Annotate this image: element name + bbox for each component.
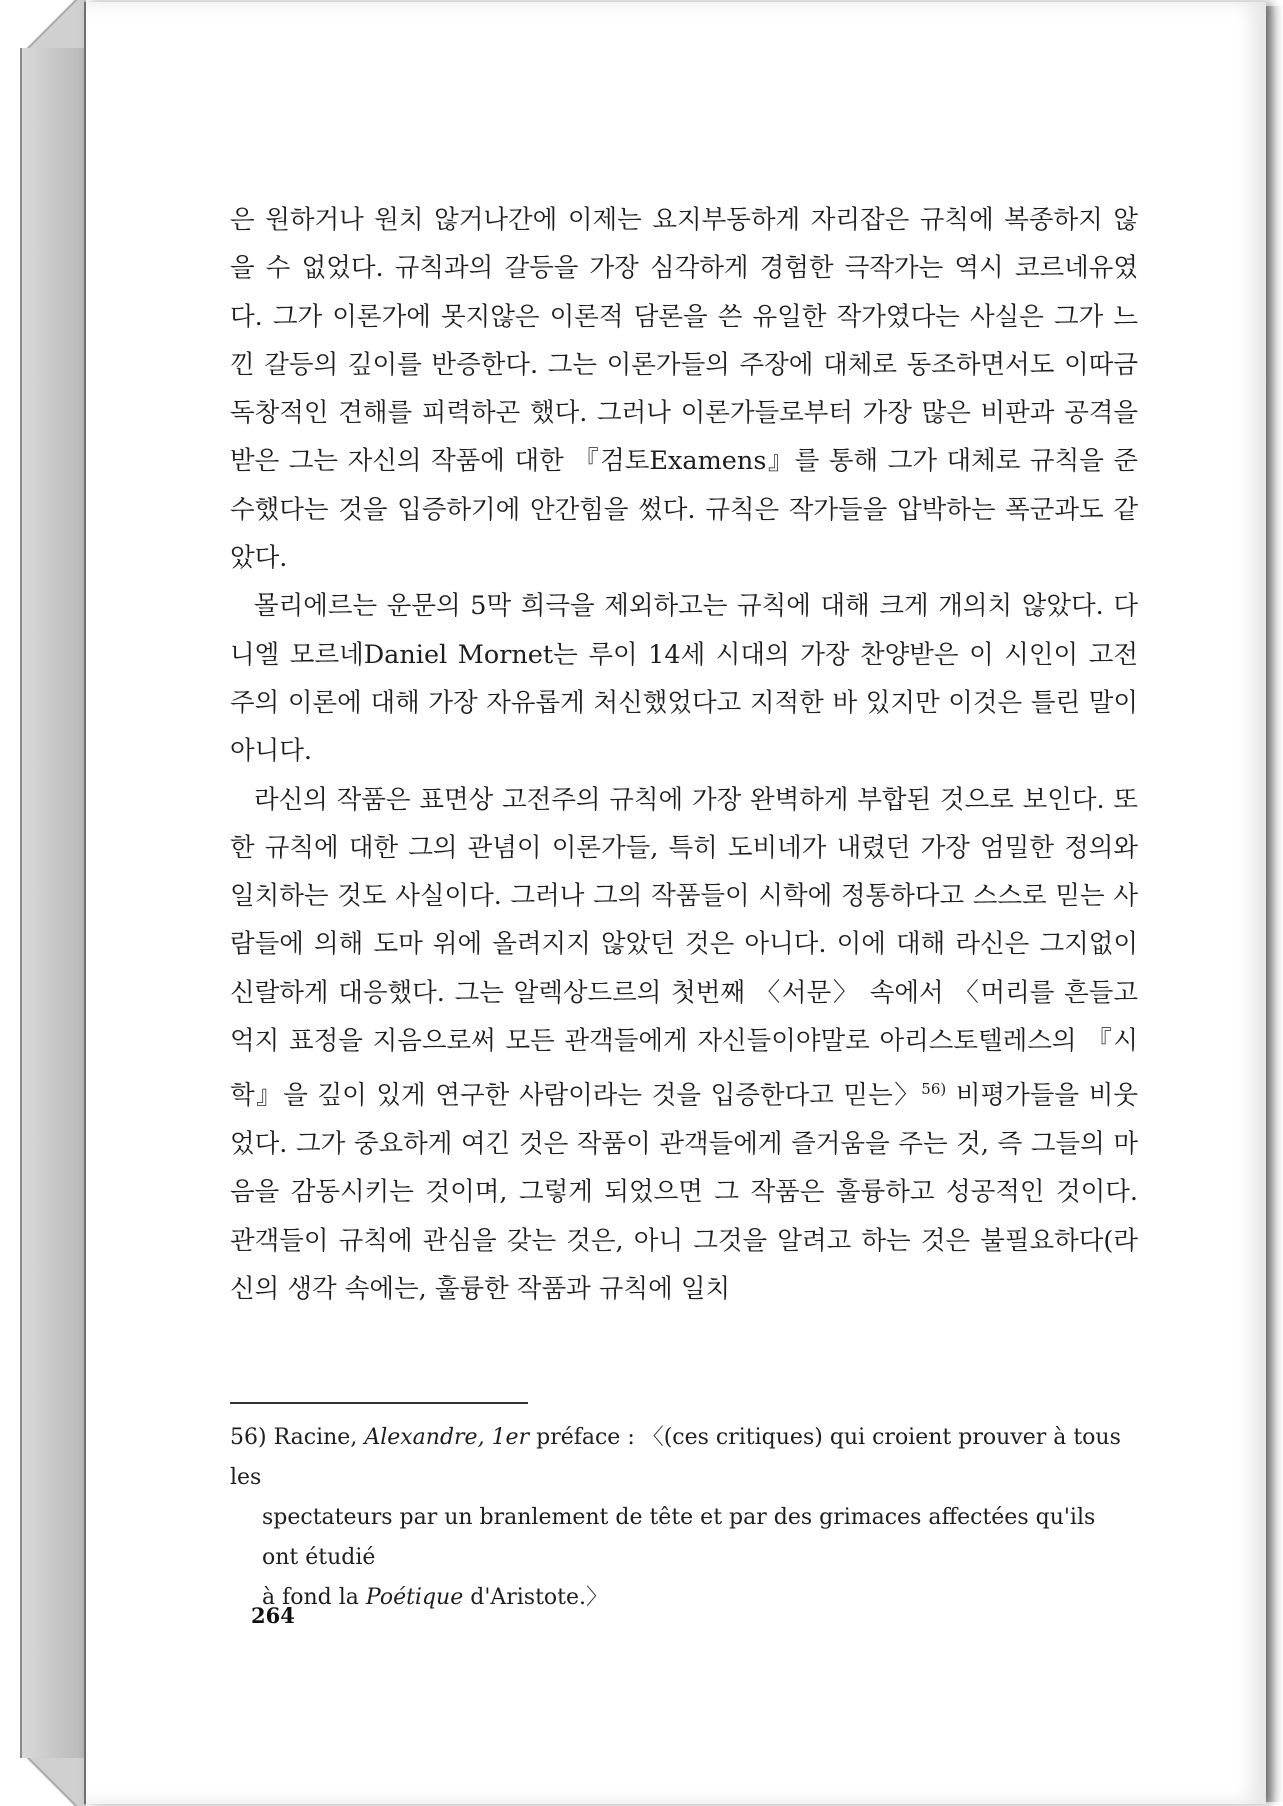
footnote-text-2: spectateurs par un branlement de tête et par des grimaces affectées qu'ils ont étudié xyxy=(262,1505,1096,1570)
footnote-reference: 56) xyxy=(921,1080,947,1099)
footnote-text-3b: d'Aristote.〉 xyxy=(470,1585,609,1610)
paragraph-racine-part2: 비평가들을 비웃었다. 그가 중요하게 여긴 것은 작품이 관객들에게 즐거움을 주는 것, 즉 그들의 마음을 감동시키는 것이며, 그렇게 되었으면 그 작품은 훌륭하고 성공적인 것이다. 관객들이 규칙에 관심을 갖는 것은, 아니 그것을 알려고 하는 것은 불필요하다(라신의 생각 속에는, 훌륭한 작품과 규칙에 일치 xyxy=(230,1080,1138,1305)
footnote-edition: 1er xyxy=(491,1425,530,1450)
footnote-author: Racine, xyxy=(273,1425,358,1450)
paragraph-corneille: 은 원하거나 원치 않거나간에 이제는 요지부동하게 자리잡은 규칙에 복종하지 않을 수 없었다. 규칙과의 갈등을 가장 심각하게 경험한 극작가는 역시 코르네유였다. 그가 이론가에 못지않은 이론적 담론을 쓴 유일한 작가였다는 사실은 그가 느낀 갈등의 깊이를 반증한다. 그는 이론가들의 주장에 대체로 동조하면서도 이따금 독창적인 견해를 피력하곤 했다. 그러나 이론가들로부터 가장 많은 비판과 공격을 받은 그는 자신의 작품에 대한 『검토Examens』를 통해 그가 대체로 규칙을 준수했다는 것을 입증하기에 안간힘을 썼다. 규칙은 작가들을 압박하는 폭군과도 같았다. xyxy=(230,205,1138,574)
footnote-56 xyxy=(230,1418,1138,1618)
book-spine-top-corner xyxy=(20,0,84,48)
footnote-line-1 xyxy=(230,1418,1138,1498)
footnote-title: Alexandre, xyxy=(364,1425,485,1450)
paragraph-racine-part1: 라신의 작품은 표면상 고전주의 규칙에 가장 완벽하게 부합된 것으로 보인다. 또한 규칙에 대한 그의 관념이 이론가들, 특히 도비네가 내렸던 가장 엄밀한 정의와 일치하는 것도 사실이다. 그러나 그의 작품들이 시학에 정통하다고 스스로 믿는 사람들에 의해 도마 위에 올려지지 않았던 것은 아니다. 이에 대해 라신은 그지없이 신랄하게 대응했다. 그는 알렉상드르의 첫번째 〈서문〉 속에서 〈머리를 흔들고 억지 표정을 지음으로써 모든 관객들에게 자신들이야말로 아리스토텔레스의 『시학』을 깊이 있게 연구한 사람이라는 것을 입증한다고 믿는〉 xyxy=(230,784,1138,1111)
footnote-text-3a: à fond la xyxy=(262,1585,359,1610)
page-number: 264 xyxy=(251,1603,295,1628)
footnote-number: 56) xyxy=(230,1425,267,1450)
paragraph-racine xyxy=(230,776,1138,1314)
paragraph-moliere: 몰리에르는 운문의 5막 희극을 제외하고는 규칙에 대해 크게 개의치 않았다. 다니엘 모르네Daniel Mornet는 루이 14세 시대의 가장 찬양받은 이 시인이 고전주의 이론에 대해 가장 자유롭게 처신했었다고 지적한 바 있지만 이것은 틀린 말이 아니다. xyxy=(230,591,1138,767)
footnote-text-1: préface : 〈(ces critiques) qui croient prouver à tous les xyxy=(230,1425,1121,1490)
book-spine xyxy=(20,0,86,1806)
footnote-work: Poétique xyxy=(365,1585,464,1610)
book-spine-bottom-corner xyxy=(20,1758,84,1806)
footnote-line-3 xyxy=(230,1578,1138,1618)
page-edge xyxy=(1264,6,1283,1802)
footnote-divider xyxy=(230,1402,528,1404)
body-text xyxy=(230,196,1138,1313)
